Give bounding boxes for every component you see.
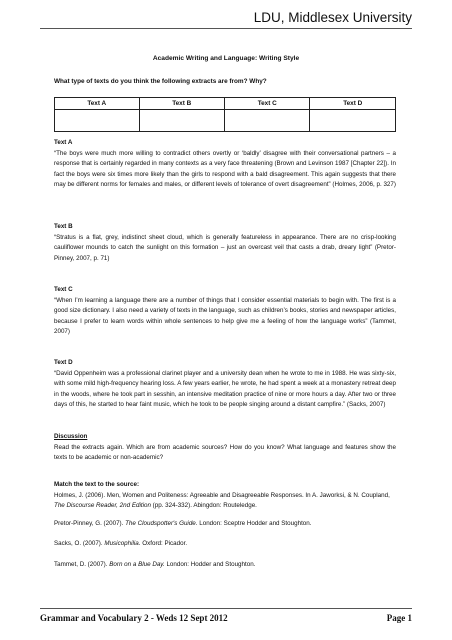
source-title: The Discourse Reader, 2nd Edition: [54, 502, 151, 509]
text-c-body: “When I’m learning a language there are a number of things that I consider essential materials to begin with. The first is a good size dictionary. I also need a variety of texts in the language, such as children’s books, stories and newspaper articles, because I prefer to learn words within whole sentences to help give me a feeling of how the language works” (Tammet, 2007): [54, 296, 396, 335]
text-b-section: [54, 222, 396, 264]
answer-cell[interactable]: [310, 110, 396, 132]
source-text: London: Hodder and Stoughton.: [164, 560, 256, 568]
answer-cell[interactable]: [224, 110, 309, 132]
source-text: Holmes, J. (2006). Men, Women and Politeness: Agreeable and Disagreeable Responses. In A. Jaworksi, & N. Coupland,: [54, 491, 390, 499]
sources-section: [54, 480, 396, 570]
text-d-body: “David Oppenheim was a professional clarinet player and a university dean when he wrote to me in 1988. He was sixty-six, with some mild high-frequency hearing loss. A few years earlier, he wrote, he had spent a week at a monastery retreat deep in the woods, where he took part in sesshin, an intensive meditation practice of nine or more hours a day. After two or three days of this, he started to hear faint music, which he took to be people singing around a distant campfire.” (Sacks, 2007): [54, 369, 396, 408]
source-title: The Cloudspotter's Guide.: [125, 519, 198, 527]
discussion-body: Read the extracts again. Which are from academic sources? How do you know? What language and features show the texts to be academic or non-academic?: [54, 443, 396, 461]
answer-cell[interactable]: [139, 110, 224, 132]
sources-heading: Match the text to the source:: [54, 481, 140, 488]
table-header-cell: Text C: [224, 98, 309, 110]
source-holmes: [54, 491, 396, 512]
page-footer: [40, 608, 412, 623]
table-header-cell: Text B: [139, 98, 224, 110]
source-sacks: [54, 539, 396, 550]
footer-page-number: Page 1: [386, 613, 412, 623]
source-title: Musicophilia.: [104, 540, 141, 547]
table-header-cell: Text D: [310, 98, 396, 110]
footer-course: Grammar and Vocabulary 2 - Weds 12 Sept 2012: [40, 613, 228, 623]
table-header-cell: Text A: [55, 98, 140, 110]
text-d-section: [54, 358, 396, 411]
text-c-section: [54, 285, 396, 338]
text-d-heading: Text D: [54, 359, 73, 366]
source-text: (pp. 324-332). Abingdon: Routeledge.: [150, 502, 257, 509]
table-header-row: [55, 98, 396, 110]
text-a-section: [54, 138, 396, 191]
texts-table: [54, 97, 396, 132]
discussion-section: [54, 432, 396, 464]
text-c-heading: Text C: [54, 286, 73, 293]
source-tammet: [54, 560, 396, 571]
text-a-body: “The boys were much more willing to contradict others overtly or ‘baldly’ disagree with their conversational partners – a response that is certainly regarded in many contexts as a very face threatening (Brown and Levinson 1987 [Chapter 22]). In fact the boys were six times more likely than the girls to respond with a bald disagreement. This again suggests that there may be different norms for females and males, or different levels of tolerance of overt disagreement” (Holmes, 2006, p. 327): [54, 149, 396, 188]
text-a-heading: Text A: [54, 139, 73, 146]
source-text: Pretor-Pinney, G. (2007).: [54, 519, 126, 527]
document-title: Academic Writing and Language: Writing Style: [152, 55, 300, 62]
question-prompt: What type of texts do you think the following extracts are from? Why?: [54, 78, 267, 85]
discussion-heading: Discussion: [54, 433, 88, 440]
table-answer-row: [55, 110, 396, 132]
source-pretor-pinney: [54, 519, 396, 530]
source-text: Sacks, O. (2007).: [54, 540, 105, 547]
text-b-body: “Stratus is a flat, grey, indistinct sheet cloud, which is generally featureless in appearance. There are no crisp-looking cauliflower mounds to catch the sunlight on this formation – just an overcast veil that casts a drab, dreary light” (Pretor-Pinney, 2007, p. 71): [54, 233, 396, 262]
source-text: London: Sceptre Hodder and Stoughton.: [197, 519, 312, 527]
source-text: Oxford: Picador.: [140, 540, 188, 547]
answer-cell[interactable]: [55, 110, 140, 132]
source-title: Born on a Blue Day.: [109, 560, 165, 568]
text-b-heading: Text B: [54, 223, 73, 230]
page-header: LDU, Middlesex University: [40, 10, 412, 29]
source-text: Tammet, D. (2007).: [54, 560, 110, 568]
